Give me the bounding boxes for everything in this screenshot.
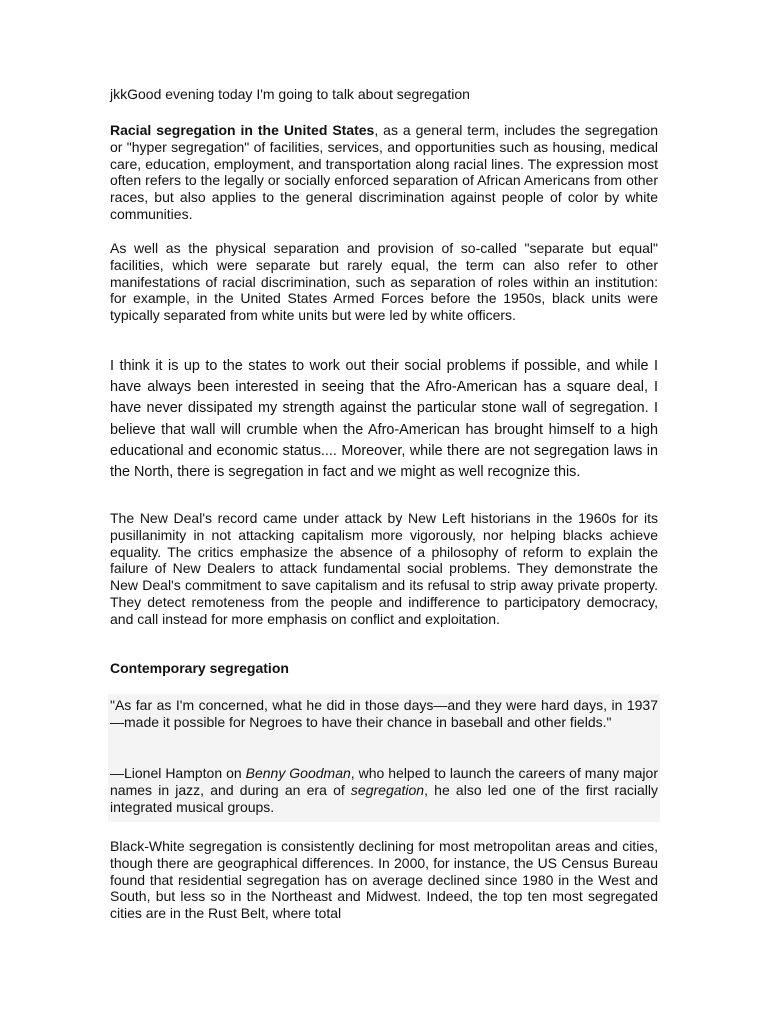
attribution-text-a: —Lionel Hampton on: [110, 765, 246, 781]
section-heading-contemporary: Contemporary segregation: [110, 660, 289, 676]
paragraph-black-white-segregation: Black-White segregation is consistently declining for most metropolitan areas and cities, though there are geographical differences. In 2000, for instance, the US Census Bureau found that residential segregation has on average declined since 1980 in the West and South, but less so in the Northeast and Midwest. Indeed, the top ten most segregated cities are in the Rust Belt, where total: [110, 838, 658, 922]
quote-attribution: [110, 765, 658, 815]
intro-line: jkkGood evening today I'm going to talk about segregation: [110, 86, 470, 102]
paragraph-racial-segregation: [110, 122, 658, 223]
paragraph-physical-separation: As well as the physical separation and provision of so-called "separate but equal" facilities, which were separate but rarely equal, the term can also refer to other manifestations of racial discrimination, such as separation of roles within an institution: for example, in the United States Armed Forces before the 1950s, black units were typically separated from white units but were led by white officers.: [110, 240, 658, 324]
paragraph-body: , as a general term, includes the segregation or "hyper segregation" of facilities, services, and opportunities such as housing, medical care, education, employment, and transportation along racial lines. The expression most often refers to the legally or socially enforced separation of African Americans from other races, but also applies to the general discrimination against people of color by white communities.: [110, 122, 659, 222]
attribution-text-b: , who helped to launch the careers of many major names in jazz, and during an era of: [110, 765, 658, 798]
attribution-italic-benny-goodman: Benny Goodman: [245, 765, 351, 781]
attribution-italic-segregation: segregation: [350, 781, 425, 798]
paragraph-lead-bold: Racial segregation in the United States: [110, 122, 375, 138]
paragraph-new-deal: The New Deal's record came under attack by New Left historians in the 1960s for its pusillanimity in not attacking capitalism more vigorously, nor helping blacks achieve equality. The critics emphasize the absence of a philosophy of reform to explain the failure of New Dealers to attack fundamental social problems. They demonstrate the New Deal's commitment to save capitalism and its refusal to strip away private property. They detect remoteness from the people and indifference to participatory democracy, and call instead for more emphasis on conflict and exploitation.: [110, 510, 658, 627]
paragraph-states-quote: I think it is up to the states to work out their social problems if possible, and while I have always been interested in seeing that the Afro-American has a square deal, I have never dissipated my strength against the particular stone wall of segregation. I believe that wall will crumble when the Afro-American has brought himself to a high educational and economic status.... Moreover, while there are not segregation laws in the North, there is segregation in fact and we might as well recognize this.: [110, 358, 658, 481]
block-quote: "As far as I'm concerned, what he did in those days—and they were hard days, in 1937—made it possible for Negroes to have their chance in baseball and other fields.": [110, 697, 658, 730]
attribution-text-c: , he also led one of the first racially integrated musical groups.: [110, 781, 658, 815]
